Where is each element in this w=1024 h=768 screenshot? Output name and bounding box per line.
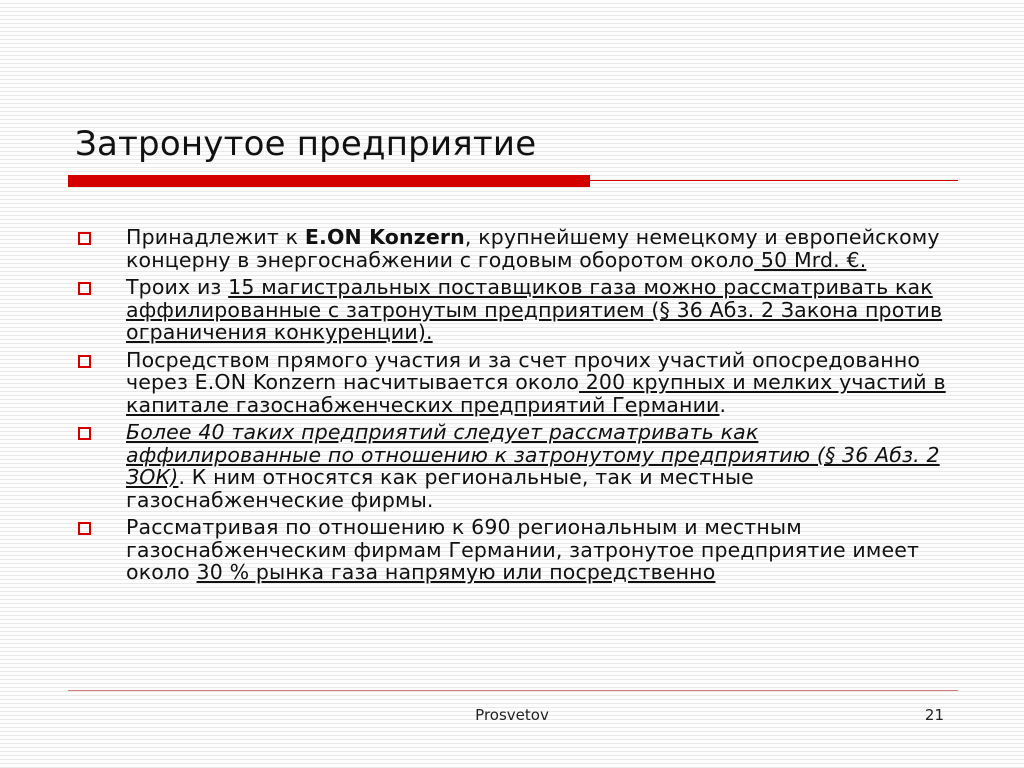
bullet-text: . К ним относятся как региональные, так и местные газоснабженческие фирмы. (126, 465, 754, 512)
participations-highlight: 200 крупных и мелких участий в капитале газоснабженческих предприятий Германии (126, 370, 946, 417)
bullet-item-2 (78, 276, 958, 344)
bullet-text: Троих из (126, 275, 229, 299)
square-bullet-icon (78, 282, 91, 295)
footer-divider (68, 690, 958, 691)
bullet-text: Посредством прямого участия и за счет прочих участий опосредованно через E.ON Konzern насчитывается около (126, 347, 921, 394)
bullet-list (78, 226, 958, 589)
bullet-text: . (719, 392, 727, 417)
square-bullet-icon (78, 355, 91, 368)
square-bullet-icon (78, 427, 91, 440)
market-share-highlight: 30 % рынка газа напрямую или посредственно (196, 560, 716, 584)
page-number: 21 (924, 706, 944, 724)
footer-author: Prosvetov (475, 706, 549, 724)
title-underline (68, 175, 958, 187)
square-bullet-icon (78, 522, 91, 535)
turnover-highlight: 50 Mrd. €. (754, 247, 867, 272)
title-underline-thick (68, 175, 590, 187)
bullet-item-3 (78, 349, 958, 417)
bullet-item-5 (78, 516, 958, 584)
suppliers-highlight: 15 магистральных поставщиков газа можно рассматривать как аффилированные с затронутым предприятием (§ 36 Абз. 2 Закона против ограничения конкуренции). (126, 275, 943, 344)
slide-title: Затронутое предприятие (75, 124, 537, 164)
affiliated-highlight: Более 40 таких предприятий следует рассматривать как аффилированные по отношению к затронутому предприятию (§ 36 Абз. 2 ЗОК) (126, 420, 940, 489)
bullet-text: Принадлежит к (126, 225, 305, 249)
bullet-item-4 (78, 421, 958, 511)
square-bullet-icon (78, 232, 91, 245)
bullet-item-1 (78, 226, 958, 271)
company-name: E.ON Konzern (304, 225, 465, 249)
bullet-text: , крупнейшему немецкому и европейскому концерну в энергоснабжении с годовым оборотом около (126, 225, 940, 272)
bullet-text: Рассматривая по отношению к 690 региональным и местным газоснабженческим фирмам Германии, затронутое предприятие имеет около (126, 515, 920, 584)
